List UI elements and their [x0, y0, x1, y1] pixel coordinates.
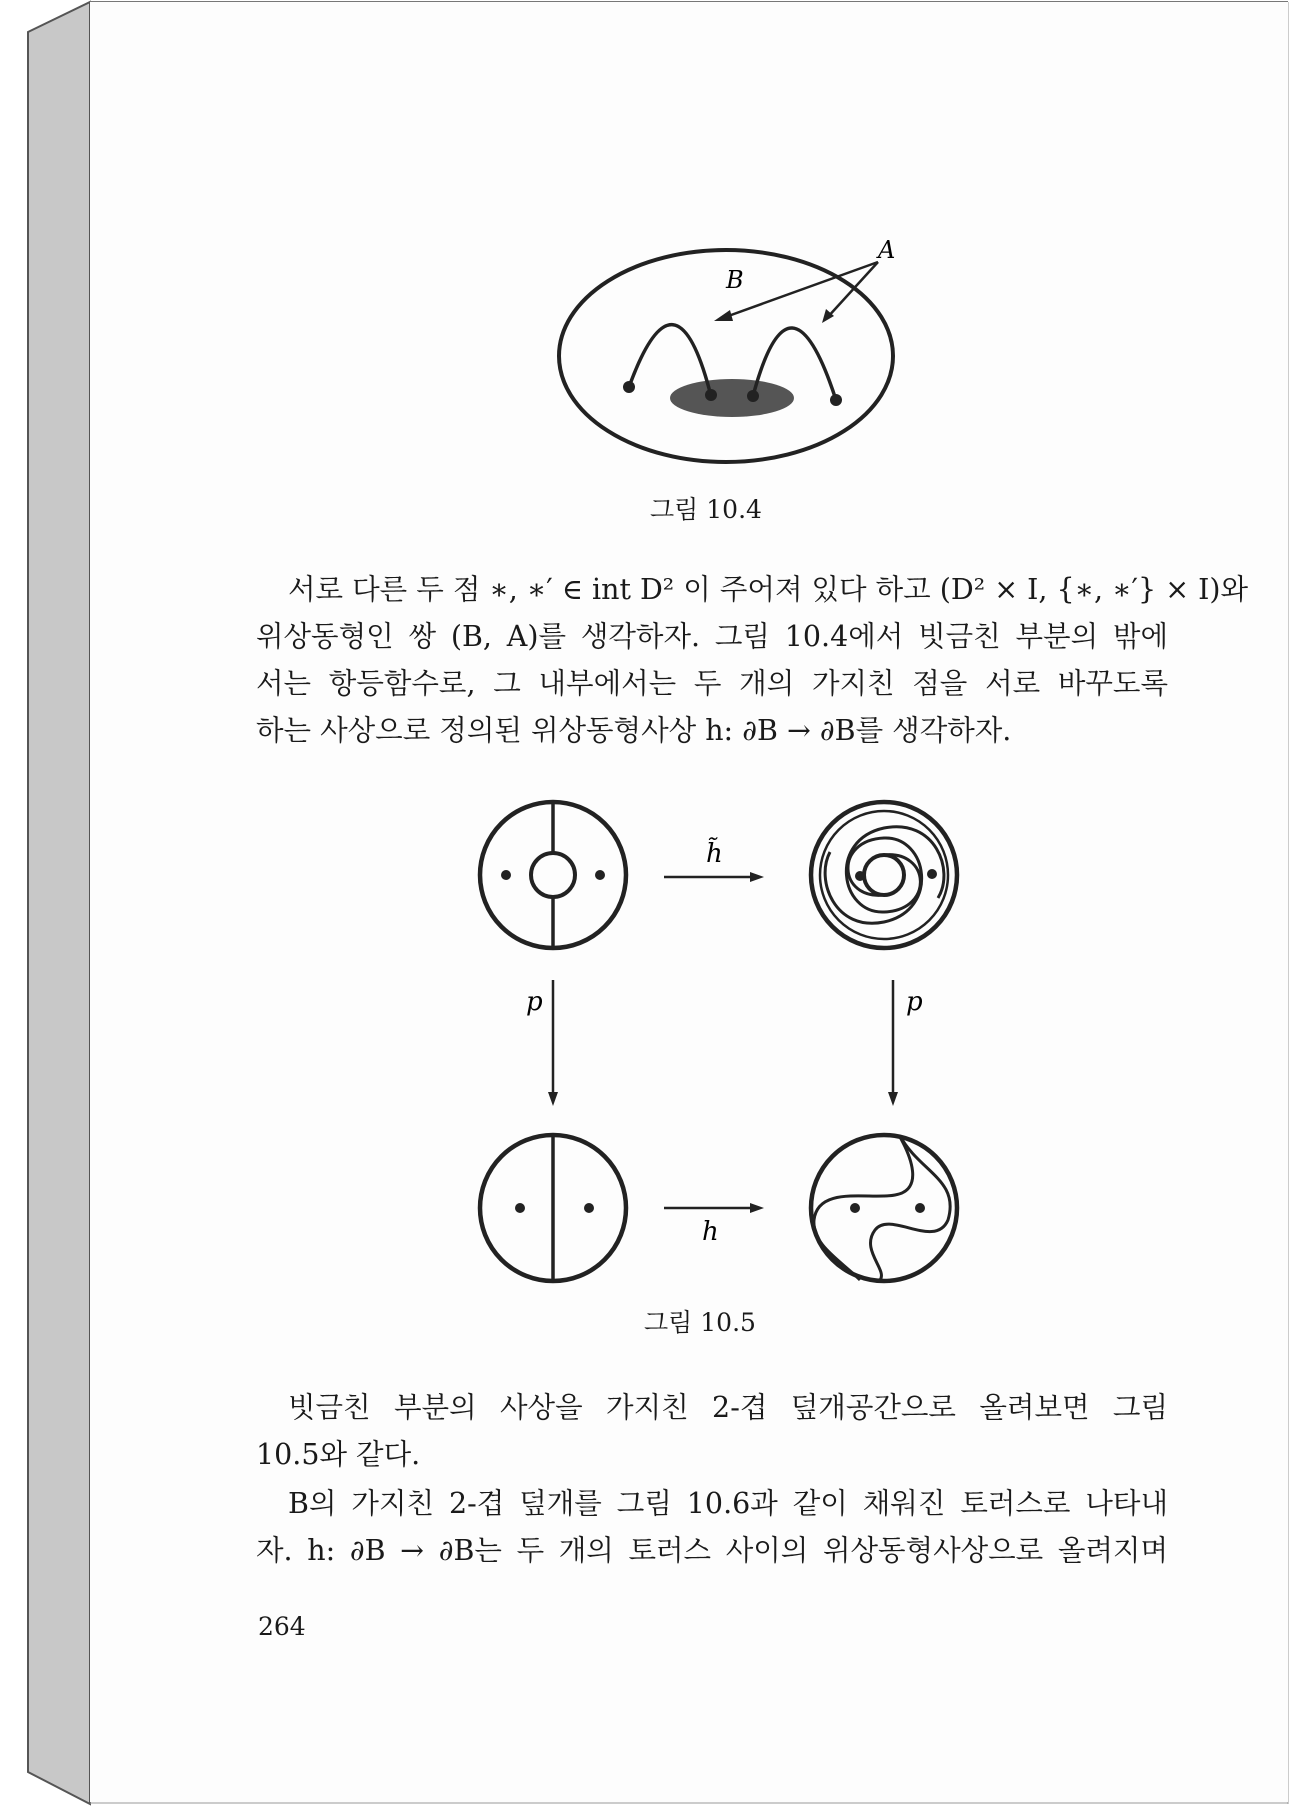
paragraph-1-line-3: 서는 항등함수로, 그 내부에서는 두 개의 가지친 점을 서로 바꾸도록	[256, 667, 1168, 700]
paragraph-1-line-1: 서로 다른 두 점 ∗, ∗′ ∈ int D² 이 주어져 있다 하고 (D² × I, {∗, ∗′} × I)와	[288, 573, 1249, 606]
page-number: 264	[258, 1612, 306, 1641]
paragraph-3	[256, 1480, 1168, 1574]
figure-10-4	[0, 0, 1290, 480]
figure-10-4-label-B: B	[726, 266, 744, 294]
figure-10-4-label-A: A	[878, 236, 896, 264]
paragraph-2-line-2: 10.5와 같다.	[256, 1438, 421, 1471]
figure-10-5	[0, 780, 1290, 1300]
figure-10-4-caption: 그림 10.4	[650, 495, 762, 524]
paragraph-2	[256, 1384, 1168, 1478]
paragraph-2-line-1: 빗금친 부분의 사상을 가지친 2-겹 덮개공간으로 올려보면 그림	[288, 1391, 1168, 1424]
figure-10-5-label-p-right: p	[906, 987, 923, 1017]
paragraph-3-line-1: B의 가지친 2-겹 덮개를 그림 10.6과 같이 채워진 토러스로 나타내	[288, 1487, 1168, 1520]
paragraph-1	[256, 566, 1249, 754]
paragraph-1-line-4: 하는 사상으로 정의된 위상동형사상 h: ∂B → ∂B를 생각하자.	[256, 714, 1012, 747]
figure-10-5-label-h: h	[702, 1217, 719, 1247]
figure-10-5-label-p-left: p	[526, 987, 543, 1017]
figure-10-5-label-h-tilde: h̃	[706, 839, 723, 869]
paragraph-3-line-2: 자. h: ∂B → ∂B는 두 개의 토러스 사이의 위상동형사상으로 올려지며	[256, 1534, 1168, 1567]
figure-10-5-caption: 그림 10.5	[644, 1308, 756, 1337]
paragraph-1-line-2: 위상동형인 쌍 (B, A)를 생각하자. 그림 10.4에서 빗금친 부분의 밖에	[256, 620, 1168, 653]
